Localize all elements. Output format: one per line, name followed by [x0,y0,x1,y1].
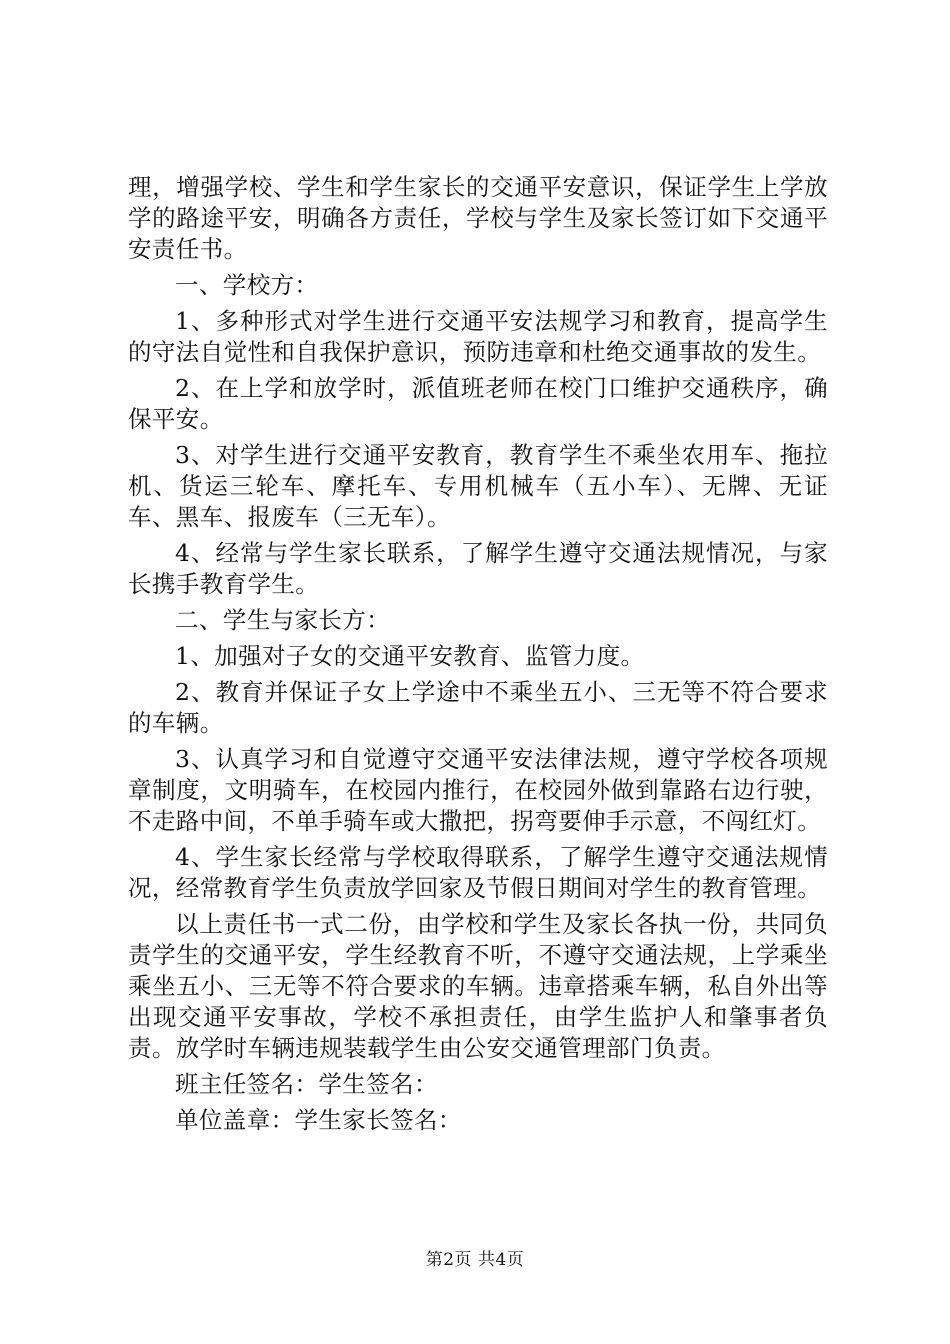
parent-item-2: 2、教育并保证子女上学途中不乘坐五小、三无等不符合要求的车辆。 [128,678,828,737]
closing-paragraph: 以上责任书一式二份，由学校和学生及家长各执一份，共同负责学生的交通平安，学生经教育不听，不遵守交通法规，上学乘坐乘坐五小、三无等不符合要求的车辆。违章搭乘车辆，私自外出等出现交通平安事故，学校不承担责任，由学生监护人和肇事者负责。放学时车辆违规装载学生由公安交通管理部门负责。 [128,910,828,1062]
document-body [128,172,828,1141]
paragraph-continuation: 理，增强学校、学生和学生家长的交通平安意识，保证学生上学放学的路途平安，明确各方责任，学校与学生及家长签订如下交通平安责任书。 [128,173,828,263]
signature-line-seal-parent: 单位盖章：学生家长签名： [175,1106,462,1134]
school-item-3: 3、对学生进行交通平安教育，教育学生不乘坐农用车、拖拉机、货运三轮车、摩托车、专用机械车（五小车）、无牌、无证车、黑车、报废车（三无车）。 [128,441,828,531]
section-heading-school: 一、学校方： [175,271,319,299]
school-item-2: 2、在上学和放学时，派值班老师在校门口维护交通秩序，确保平安。 [128,374,828,433]
school-item-4: 4、经常与学生家长联系，了解学生遵守交通法规情况，与家长携手教育学生。 [128,539,828,598]
signature-line-teacher-student: 班主任签名：学生签名： [175,1070,438,1098]
parent-item-1: 1、加强对子女的交通平安教育、监管力度。 [175,642,645,670]
section-heading-parents: 二、学生与家长方： [175,606,391,634]
parent-item-4: 4、学生家长经常与学校取得联系，了解学生遵守交通法规情况，经常教育学生负责放学回家及节假日期间对学生的教育管理。 [128,843,828,902]
parent-item-3: 3、认真学习和自觉遵守交通平安法律法规，遵守学校各项规章制度，文明骑车，在校园内推行，在校园外做到靠路右边行驶，不走路中间，不单手骑车或大撒把，拐弯要伸手示意，不闯红灯。 [128,745,828,835]
school-item-1: 1、多种形式对学生进行交通平安法规学习和教育，提高学生的守法自觉性和自我保护意识，预防违章和杜绝交通事故的发生。 [128,307,828,366]
page-number-footer: 第2页 共4页 [425,1250,525,1270]
